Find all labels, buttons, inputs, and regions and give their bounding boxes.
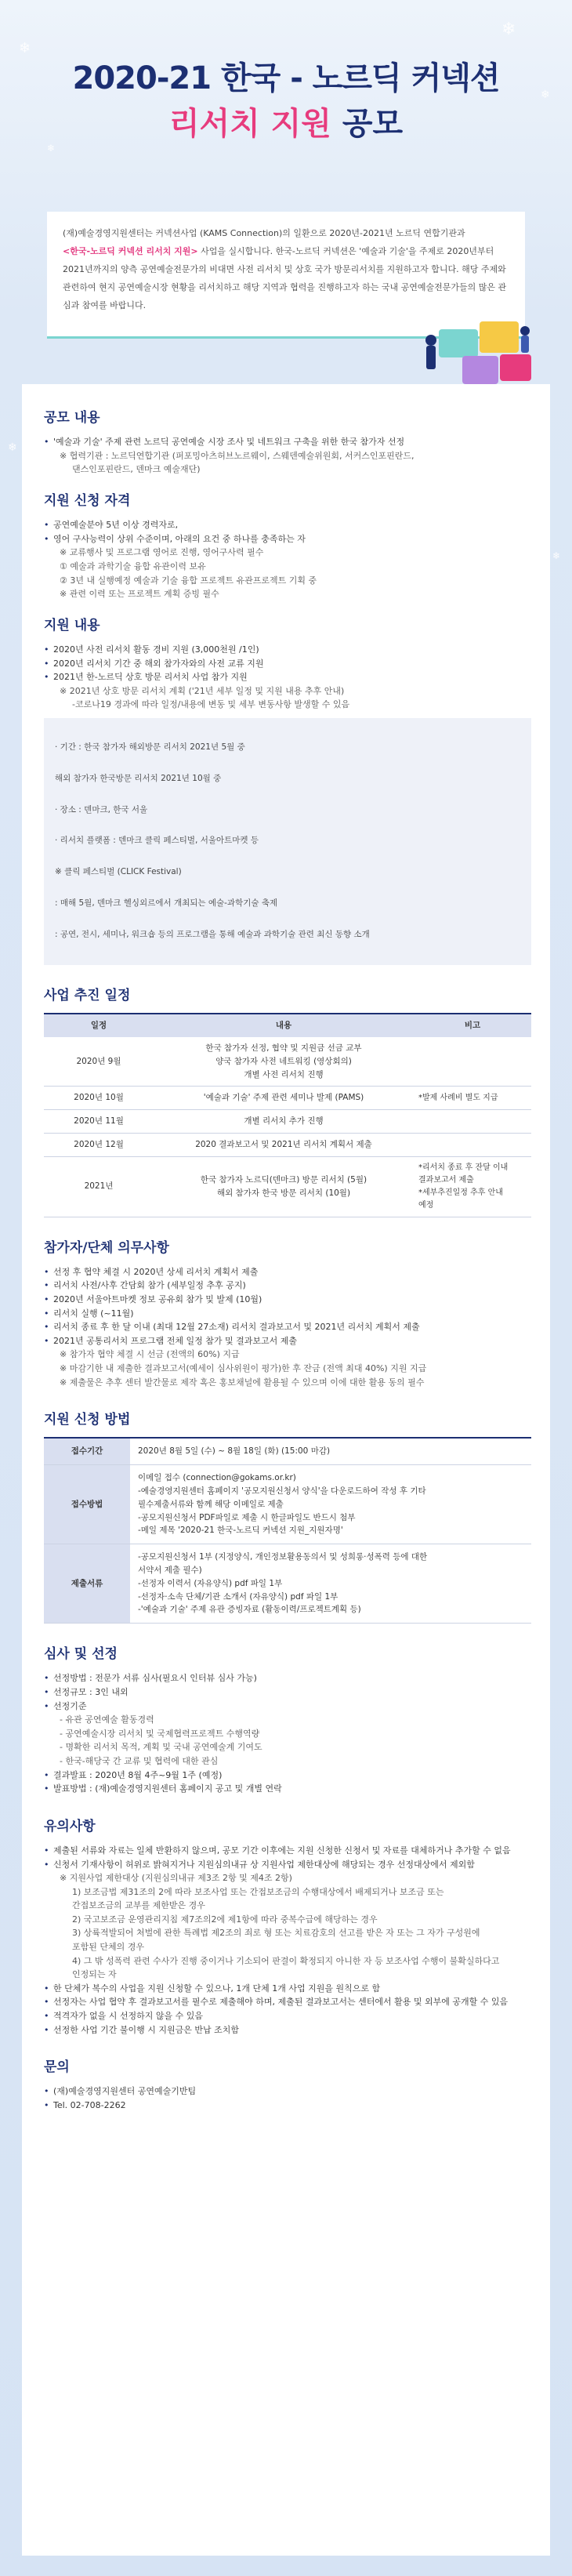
row-header: 접수기간 — [44, 1438, 130, 1464]
cell-content: 한국 참가자 노르딕(덴마크) 방문 리서치 (5월) 해외 참가자 한국 방문 리서치 (10월) — [154, 1156, 414, 1217]
intro-text: (재)예술경영지원센터는 커넥션사업 (KAMS Connection)의 일환으로 2020년-2021년 노르딕 연합기관과 — [63, 228, 465, 238]
note: ※ 2021년 상호 방문 리서치 계획 ('21년 세부 일정 및 지원 내용 추후 안내) — [60, 685, 345, 696]
note: ① 예술과 과학기술 융합 유관이력 보유 — [60, 561, 206, 571]
note: ※ 협력기관 : 노르딕연합기관 (퍼포밍아츠허브노르웨이, 스웨덴예술위원회, 서커스인포핀란드, — [60, 450, 415, 461]
cell-value: -공모지원신청서 1부 (지정양식, 개인정보활용동의서 및 성희롱·성폭력 등에 대한 서약서 제출 필수) -선정자 이력서 (자유양식) pdf 파일 1부 -선정자·소속 단체/기관 소개서 (자유양식) pdf 파일 1부 -'예술과 기술' 주제 유관 증빙자료 (활동이력/프로젝트계획 등) — [130, 1544, 531, 1624]
snowflake-icon: ❄ — [541, 89, 550, 101]
info-box — [44, 718, 531, 965]
list-item: • 2021년 공통리서치 프로그램 전체 일정 참가 및 결과보고서 제출 — [44, 1334, 531, 1348]
table-row — [44, 1156, 531, 1217]
note: 포함된 단체의 경우 — [72, 1942, 145, 1953]
table-row — [44, 1087, 531, 1110]
box-line: : 매해 5월, 덴마크 헬싱외르에서 개최되는 예술-과학기술 축제 — [55, 898, 278, 909]
cell-date: 2021년 — [44, 1156, 154, 1217]
note: 댄스인포핀란드, 덴마크 예술재단) — [72, 464, 201, 475]
snowflake-icon: ❄ — [19, 40, 31, 56]
list-item: • 적격자가 없을 시 선정하지 않을 수 있음 — [44, 2009, 531, 2023]
criteria-item: - 공연예술시장 리서치 및 국제협력프로젝트 수행역량 — [60, 1728, 260, 1739]
cell-note — [414, 1037, 531, 1087]
page-title: 2020-21 한국 - 노르딕 커넥션 — [72, 60, 500, 96]
note: 인정되는 자 — [72, 1969, 117, 1980]
row-header: 접수방법 — [44, 1465, 130, 1544]
list-item: • 공연예술분야 5년 이상 경력자로, — [44, 518, 531, 532]
list-item: • 리서치 실행 (~11월) — [44, 1307, 531, 1321]
contact-phone: • Tel. 02-708-2262 — [44, 2099, 531, 2113]
section-title: 참가자/단체 의무사항 — [44, 1239, 169, 1256]
cell-date: 2020년 11월 — [44, 1110, 154, 1134]
snowflake-icon: ❄ — [8, 441, 17, 454]
list-item: • 선정자는 사업 협약 후 결과보고서를 필수로 제출해야 하며, 제출된 결과보고서는 센터에서 활용 및 외부에 공개할 수 있음 — [44, 1995, 531, 2009]
cell-content: 2020 결과보고서 및 2021년 리서치 계획서 제출 — [154, 1133, 414, 1156]
table-header: 비고 — [414, 1014, 531, 1037]
note: ※ 제출물은 추후 센터 발간물로 제작 혹은 홍보채널에 활용될 수 있으며 이에 대한 활용 동의 필수 — [60, 1377, 425, 1388]
cell-note — [414, 1110, 531, 1134]
intro-highlight: <한국-노르딕 커넥션 리서치 지원> — [63, 246, 198, 257]
cell-value: 2020년 8월 5일 (수) ~ 8월 18일 (화) (15:00 마감) — [130, 1438, 531, 1464]
section-title: 유의사항 — [44, 1818, 96, 1834]
list-item: • 2020년 서울아트마켓 정보 공유회 참가 및 발제 (10월) — [44, 1293, 531, 1307]
section-title: 지원 신청 자격 — [44, 492, 131, 509]
note: 간접보조금의 교부를 제한받은 경우 — [72, 1900, 205, 1911]
list-item: • '예술과 기술' 주제 관련 노르딕 공연예술 시장 조사 및 네트워크 구축을 위한 한국 참가자 선정 — [44, 435, 531, 449]
note: ② 3년 내 실행예정 예술과 기술 융합 프로젝트 유관프로젝트 기획 중 — [60, 575, 317, 586]
table-row — [44, 1133, 531, 1156]
box-line: ※ 클릭 페스티벌 (CLICK Festival) — [55, 867, 182, 877]
table-header: 내용 — [154, 1014, 414, 1037]
intro-text-2: 사업을 실시합니다. 한국-노르딕 커넥션은 '예술과 기술'을 주제로 2020년부터 2021년까지의 양측 공연예술전문가의 비대면 사전 리서치 및 상호 국가 방문리서치를 지원하고자 합니다. 해당 주제와 관련하여 현지 공연예술시장 현황을 리서치하고 해당 지역과 협력을 진행하고자 하는 국내 공연예술전문가들의 많은 관심과 참여를 바랍니다. — [63, 246, 507, 311]
box-line: · 리서치 플랫폼 : 덴마크 클릭 페스티벌, 서울아트마켓 등 — [55, 836, 259, 846]
table-row — [44, 1438, 531, 1464]
cell-content: 한국 참가자 선정, 협약 및 지원금 선금 교부 양국 참가자 사전 네트워킹 (영상회의) 개별 사전 리서치 진행 — [154, 1037, 414, 1087]
list-item: • 한 단체가 복수의 사업을 지원 신청할 수 있으나, 1개 단체 1개 사업 지원을 원칙으로 함 — [44, 1982, 531, 1996]
list-item: • 2021년 한-노르딕 상호 방문 리서치 사업 참가 지원 — [44, 670, 531, 684]
note: -코로나19 경과에 따라 일정/내용에 변동 및 세부 변동사항 발생할 수 있음 — [72, 699, 350, 710]
schedule-table — [44, 1013, 531, 1217]
row-header: 제출서류 — [44, 1544, 130, 1624]
note: 4) 그 밖 성폭력 관련 수사가 진행 중이거나 기소되어 판결이 확정되지 아니한 자 등 보조사업 수행이 불확실하다고 — [72, 1955, 500, 1966]
cell-note: *발제 사례비 별도 지급 — [414, 1087, 531, 1110]
snowflake-icon: ❄ — [501, 20, 516, 39]
page-subtitle — [0, 105, 572, 143]
criteria-item: - 한국-해당국 간 교류 및 협력에 대한 관심 — [60, 1755, 219, 1766]
note: ※ 관련 이력 또는 프로젝트 계획 증빙 필수 — [60, 589, 219, 600]
subtitle-highlight: 리서치 지원 — [168, 106, 331, 142]
list-item: • 2020년 사전 리서치 활동 경비 지원 (3,000천원 /1인) — [44, 643, 531, 657]
section-title: 문의 — [44, 2059, 70, 2076]
section-title: 지원 신청 방법 — [44, 1412, 131, 1428]
note: ※ 참가자 협약 체결 시 선금 (전액의 60%) 지급 — [60, 1349, 240, 1360]
list-item: • 발표방법 : (재)예술경영지원센터 홈페이지 공고 및 개별 연락 — [44, 1782, 531, 1796]
box-line: : 공연, 전시, 세미나, 워크숍 등의 프로그램을 통해 예술과 과학기술 관련 최신 동향 소개 — [55, 930, 370, 940]
list-item: • 선정규모 : 3인 내외 — [44, 1685, 531, 1700]
cell-content: '예술과 기술' 주제 관련 세미나 발제 (PAMS) — [154, 1087, 414, 1110]
application-table — [44, 1437, 531, 1624]
hero-header — [0, 0, 572, 212]
list-item: • 2020년 리서치 기간 중 해외 참가자와의 사전 교류 지원 — [44, 657, 531, 671]
list-item: • (재)예술경영지원센터 공연예술기반팀 — [44, 2084, 531, 2099]
subtitle-rest: 공모 — [342, 106, 404, 142]
list-item: • 결과발표 : 2020년 8월 4주~9월 1주 (예정) — [44, 1769, 531, 1783]
list-item: • 선정한 사업 기간 불이행 시 지원금은 반납 조치함 — [44, 2023, 531, 2037]
note: ※ 지원사업 제한대상 (지원심의내규 제3조 2항 및 제4조 2항) — [60, 1873, 292, 1884]
cell-date: 2020년 10월 — [44, 1087, 154, 1110]
box-line: · 기간 : 한국 참가자 해외방문 리서치 2021년 5월 중 — [55, 742, 245, 752]
list-item: • 선정기준 — [44, 1700, 531, 1714]
list-item: • 제출된 서류와 자료는 일체 반환하지 않으며, 공모 기간 이후에는 지원 신청한 신청서 및 자료를 대체하거나 추가할 수 없음 — [44, 1844, 531, 1858]
cell-note: *리서치 종료 후 잔달 이내 결과보고서 제출 *세부추진일정 추후 안내 예정 — [414, 1156, 531, 1217]
note: ※ 마감기한 내 제출한 결과보고서(예세이 심사위원이 평가)한 후 잔금 (전액 최대 40%) 지원 지급 — [60, 1363, 427, 1374]
section-title: 지원 내용 — [44, 617, 100, 633]
content-card — [22, 384, 550, 2556]
note: 1) 보조금법 제31조의 2에 따라 보조사업 또는 간접보조금의 수행대상에서 배제되거나 보조금 또는 — [72, 1886, 444, 1897]
section-title: 사업 추진 일정 — [44, 987, 131, 1003]
cell-date: 2020년 9월 — [44, 1037, 154, 1087]
snowflake-icon: ❄ — [552, 550, 561, 561]
box-line: 해외 참가자 한국방문 리서치 2021년 10월 중 — [55, 773, 222, 783]
table-row — [44, 1544, 531, 1624]
cell-content: 개별 리서치 추가 진행 — [154, 1110, 414, 1134]
snowflake-icon: ❄ — [47, 143, 56, 154]
cell-note — [414, 1133, 531, 1156]
section-title: 심사 및 선정 — [44, 1646, 118, 1663]
list-item: • 선정방법 : 전문가 서류 심사(필요시 인터뷰 심사 가능) — [44, 1671, 531, 1685]
list-item: • 리서치 사전/사후 간담회 참가 (세부일정 추후 공지) — [44, 1279, 531, 1293]
table-row — [44, 1037, 531, 1087]
cell-date: 2020년 12월 — [44, 1133, 154, 1156]
cell-value: 이메일 접수 (connection@gokams.or.kr) -예술경영지원센터 홈페이지 '공모지원신청서 양식'을 다운로드하여 작성 후 기타 필수제출서류와 함께 해당 이메일로 제출 -공모지원신청서 PDF파일로 제출 시 한글파일도 반드시 첨부 -메일 제목 '2020-21 한국-노르딕 커넥션 지원_지원자명' — [130, 1465, 531, 1544]
list-item: • 영어 구사능력이 상위 수준이며, 아래의 요건 중 하나를 충족하는 자 — [44, 532, 531, 546]
table-header: 일정 — [44, 1014, 154, 1037]
note: ※ 교류행사 및 프로그램 영어로 진행, 영어구사력 필수 — [60, 547, 264, 558]
note: 3) 상륙적발되어 처벌에 관한 특례법 제2조의 죄로 형 또는 치료감호의 선고를 받은 자 또는 그 자가 구성원에 — [72, 1928, 480, 1939]
table-row — [44, 1465, 531, 1544]
section-title: 공모 내용 — [44, 410, 100, 426]
list-item: • 리서치 종료 후 한 달 이내 (최대 12월 27소재) 리서치 결과보고서 및 2021년 리서치 계획서 제출 — [44, 1320, 531, 1334]
criteria-item: - 유관 공연예술 활동경력 — [60, 1714, 154, 1725]
table-row — [44, 1110, 531, 1134]
note: 2) 국고보조금 운영관리지침 제7조의2에 제1항에 따라 중복수급에 해당하는 경우 — [72, 1914, 378, 1925]
list-item: • 선정 후 협약 체결 시 2020년 상세 리서치 계획서 제출 — [44, 1265, 531, 1279]
list-item: • 신청서 기재사항이 허위로 밝혀지거나 지원심의내규 상 지원사업 제한대상에 해당되는 경우 선정대상에서 제외함 — [44, 1858, 531, 1872]
criteria-item: - 명확한 리서치 목적, 계획 및 국내 공연예술계 기여도 — [60, 1742, 262, 1753]
box-line: · 장소 : 덴마크, 한국 서울 — [55, 804, 148, 815]
